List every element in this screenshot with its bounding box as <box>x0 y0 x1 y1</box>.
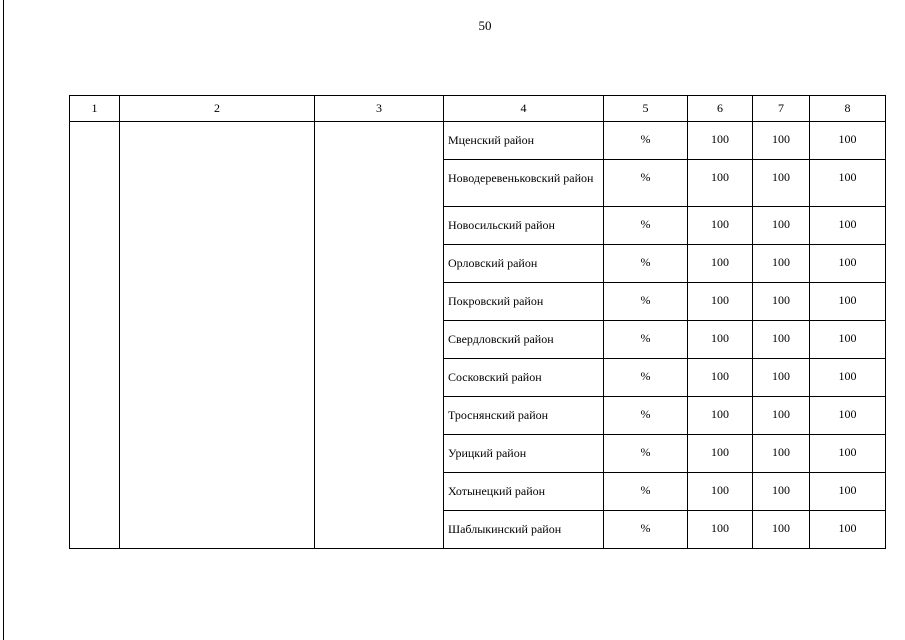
district-name: Покровский район <box>444 283 604 321</box>
value-col-7: 100 <box>753 245 810 283</box>
unit-cell: % <box>604 321 688 359</box>
value-col-7: 100 <box>753 473 810 511</box>
value-col-8: 100 <box>810 122 886 160</box>
district-name: Мценский район <box>444 122 604 160</box>
value-col-6: 100 <box>688 359 753 397</box>
unit-cell: % <box>604 397 688 435</box>
unit-cell: % <box>604 435 688 473</box>
value-col-7: 100 <box>753 207 810 245</box>
district-name: Новосильский район <box>444 207 604 245</box>
value-col-7: 100 <box>753 435 810 473</box>
value-col-8: 100 <box>810 473 886 511</box>
value-col-8: 100 <box>810 207 886 245</box>
unit-cell: % <box>604 511 688 549</box>
value-col-8: 100 <box>810 245 886 283</box>
value-col-7: 100 <box>753 359 810 397</box>
data-table <box>69 95 886 549</box>
header-col-5: 5 <box>604 96 688 122</box>
table-row <box>70 122 886 160</box>
value-col-7: 100 <box>753 511 810 549</box>
unit-cell: % <box>604 207 688 245</box>
district-name: Сосковский район <box>444 359 604 397</box>
header-col-6: 6 <box>688 96 753 122</box>
value-col-6: 100 <box>688 122 753 160</box>
unit-cell: % <box>604 160 688 207</box>
value-col-8: 100 <box>810 397 886 435</box>
value-col-6: 100 <box>688 511 753 549</box>
value-col-7: 100 <box>753 160 810 207</box>
unit-cell: % <box>604 245 688 283</box>
value-col-6: 100 <box>688 435 753 473</box>
district-name: Орловский район <box>444 245 604 283</box>
merged-cell-col-1 <box>70 122 120 549</box>
district-name: Новодеревеньковский район <box>444 160 604 207</box>
header-col-4: 4 <box>444 96 604 122</box>
header-col-7: 7 <box>753 96 810 122</box>
header-col-8: 8 <box>810 96 886 122</box>
value-col-8: 100 <box>810 321 886 359</box>
value-col-7: 100 <box>753 283 810 321</box>
district-name: Хотынецкий район <box>444 473 604 511</box>
value-col-8: 100 <box>810 160 886 207</box>
unit-cell: % <box>604 473 688 511</box>
merged-cell-col-2 <box>120 122 315 549</box>
value-col-6: 100 <box>688 283 753 321</box>
value-col-7: 100 <box>753 122 810 160</box>
district-name: Шаблыкинский район <box>444 511 604 549</box>
value-col-6: 100 <box>688 321 753 359</box>
value-col-7: 100 <box>753 321 810 359</box>
header-col-3: 3 <box>315 96 444 122</box>
unit-cell: % <box>604 359 688 397</box>
value-col-8: 100 <box>810 435 886 473</box>
header-col-2: 2 <box>120 96 315 122</box>
district-name: Урицкий район <box>444 435 604 473</box>
header-col-1: 1 <box>70 96 120 122</box>
value-col-6: 100 <box>688 397 753 435</box>
district-name: Свердловский район <box>444 321 604 359</box>
value-col-6: 100 <box>688 207 753 245</box>
value-col-8: 100 <box>810 511 886 549</box>
value-col-7: 100 <box>753 397 810 435</box>
value-col-8: 100 <box>810 359 886 397</box>
unit-cell: % <box>604 283 688 321</box>
district-name: Троснянский район <box>444 397 604 435</box>
value-col-8: 100 <box>810 283 886 321</box>
page-number: 50 <box>478 18 492 33</box>
page-edge-line <box>3 0 4 640</box>
value-col-6: 100 <box>688 473 753 511</box>
merged-cell-col-3 <box>315 122 444 549</box>
unit-cell: % <box>604 122 688 160</box>
value-col-6: 100 <box>688 160 753 207</box>
header-row <box>70 96 886 122</box>
value-col-6: 100 <box>688 245 753 283</box>
